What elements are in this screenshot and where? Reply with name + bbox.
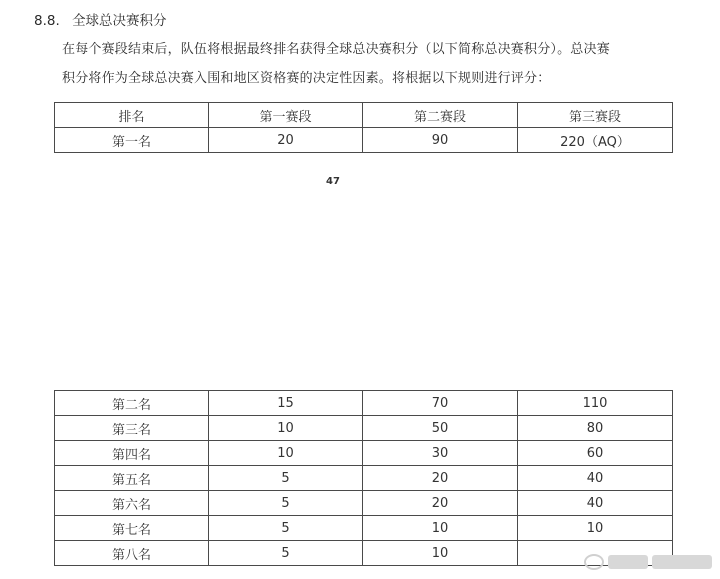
- points-table-top: [54, 102, 673, 153]
- section-title: 全球总决赛积分: [72, 13, 167, 29]
- cell-stage-1: 5: [209, 541, 363, 566]
- table-row: [55, 441, 673, 466]
- cell-rank: 第六名: [55, 491, 209, 516]
- cell-rank: 第七名: [55, 516, 209, 541]
- table-header-row: [55, 103, 673, 128]
- cell-stage-1: 5: [209, 491, 363, 516]
- cell-stage-3: 40: [518, 466, 673, 491]
- cell-rank: 第八名: [55, 541, 209, 566]
- page-number: 47: [326, 176, 340, 187]
- cell-stage-1: 10: [209, 441, 363, 466]
- header-stage-3: 第三赛段: [518, 103, 673, 128]
- table-row: [55, 128, 673, 153]
- cell-rank: 第二名: [55, 391, 209, 416]
- watermark: [584, 549, 718, 575]
- cell-stage-1: 5: [209, 466, 363, 491]
- cell-stage-1: 10: [209, 416, 363, 441]
- header-stage-2: 第二赛段: [363, 103, 518, 128]
- cell-stage-2: 90: [363, 128, 518, 153]
- cell-stage-3: 80: [518, 416, 673, 441]
- cell-stage-3: 220（AQ）: [518, 128, 673, 153]
- cell-stage-2: 10: [363, 541, 518, 566]
- watermark-mark: [608, 555, 648, 569]
- cell-rank: 第五名: [55, 466, 209, 491]
- cell-stage-2: 20: [363, 491, 518, 516]
- table-row: [55, 516, 673, 541]
- cell-stage-1: 5: [209, 516, 363, 541]
- section-number: 8.8.: [34, 13, 60, 29]
- paragraph-line-1: 在每个赛段结束后，队伍将根据最终排名获得全球总决赛积分（以下简称总决赛积分）。总决赛: [62, 42, 610, 57]
- points-table-bottom: [54, 390, 673, 566]
- cell-stage-2: 10: [363, 516, 518, 541]
- cell-rank: 第三名: [55, 416, 209, 441]
- cell-stage-1: 15: [209, 391, 363, 416]
- section-heading: [34, 9, 167, 29]
- cell-stage-3: 40: [518, 491, 673, 516]
- cell-stage-2: 70: [363, 391, 518, 416]
- cell-stage-3: 110: [518, 391, 673, 416]
- cell-rank: 第一名: [55, 128, 209, 153]
- header-rank: 排名: [55, 103, 209, 128]
- watermark-logo-icon: [584, 554, 604, 570]
- cell-rank: 第四名: [55, 441, 209, 466]
- cell-stage-3: 10: [518, 516, 673, 541]
- cell-stage-3: 60: [518, 441, 673, 466]
- cell-stage-2: 30: [363, 441, 518, 466]
- paragraph-line-2: 积分将作为全球总决赛入围和地区资格赛的决定性因素。将根据以下规则进行评分：: [62, 71, 551, 86]
- cell-stage-2: 50: [363, 416, 518, 441]
- header-stage-1: 第一赛段: [209, 103, 363, 128]
- table-row: [55, 416, 673, 441]
- table-row: [55, 391, 673, 416]
- cell-stage-2: 20: [363, 466, 518, 491]
- cell-stage-1: 20: [209, 128, 363, 153]
- table-row: [55, 541, 673, 566]
- table-row: [55, 491, 673, 516]
- watermark-mark: [652, 555, 712, 569]
- table-row: [55, 466, 673, 491]
